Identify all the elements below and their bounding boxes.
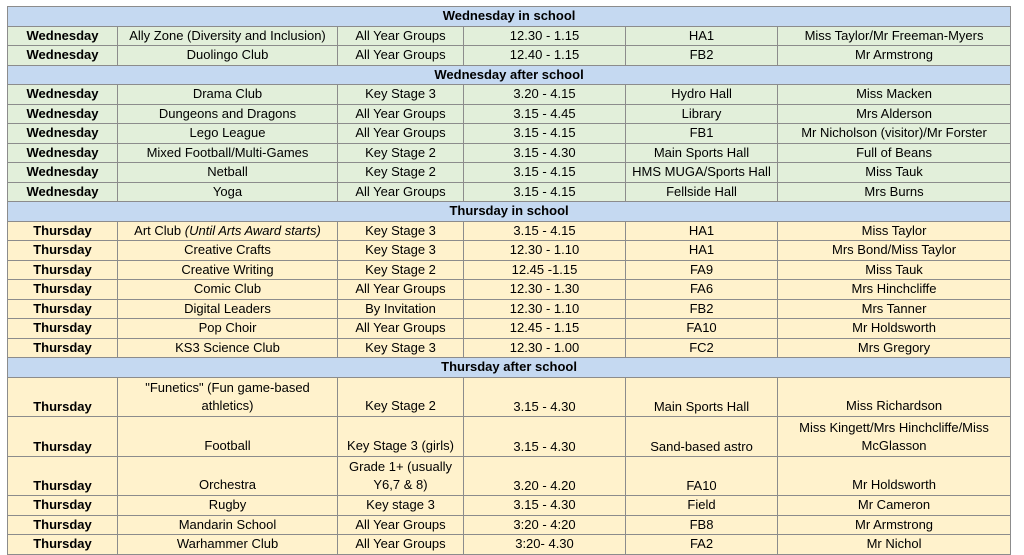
staff-cell: Full of Beans — [778, 143, 1011, 163]
room-cell: Fellside Hall — [626, 182, 778, 202]
room-cell: FC2 — [626, 338, 778, 358]
club-name-cell: Ally Zone (Diversity and Inclusion) — [118, 26, 338, 46]
room-cell: Sand-based astro — [626, 417, 778, 457]
time-cell: 3.20 - 4.20 — [464, 456, 626, 496]
staff-cell: Mrs Alderson — [778, 104, 1011, 124]
club-name-cell: Comic Club — [118, 280, 338, 300]
room-cell: Field — [626, 496, 778, 516]
year-group-cell: All Year Groups — [338, 319, 464, 339]
day-cell: Thursday — [8, 260, 118, 280]
day-cell: Wednesday — [8, 104, 118, 124]
day-cell: Wednesday — [8, 46, 118, 66]
year-group-cell: Key Stage 2 — [338, 377, 464, 417]
room-cell: HMS MUGA/Sports Hall — [626, 163, 778, 183]
staff-cell: Mrs Tanner — [778, 299, 1011, 319]
year-group-cell: All Year Groups — [338, 26, 464, 46]
day-cell: Thursday — [8, 221, 118, 241]
time-cell: 12.30 - 1.00 — [464, 338, 626, 358]
club-name-cell: Drama Club — [118, 85, 338, 105]
year-group-cell: By Invitation — [338, 299, 464, 319]
staff-cell: Miss Tauk — [778, 163, 1011, 183]
staff-cell: Miss Taylor/Mr Freeman-Myers — [778, 26, 1011, 46]
staff-cell: Mrs Burns — [778, 182, 1011, 202]
time-cell: 12.30 - 1.10 — [464, 241, 626, 261]
time-cell: 12.30 - 1.30 — [464, 280, 626, 300]
club-name-cell: Football — [118, 417, 338, 457]
section-header-row — [8, 65, 1011, 85]
table-row — [8, 338, 1011, 358]
day-cell: Thursday — [8, 515, 118, 535]
section-title: Wednesday after school — [8, 65, 1011, 85]
timetable-body — [8, 7, 1011, 555]
room-cell: FB1 — [626, 124, 778, 144]
staff-cell: Miss Macken — [778, 85, 1011, 105]
time-cell: 3.15 - 4.30 — [464, 496, 626, 516]
table-row — [8, 124, 1011, 144]
room-cell: FA9 — [626, 260, 778, 280]
year-group-cell: Key Stage 3 — [338, 241, 464, 261]
day-cell: Wednesday — [8, 163, 118, 183]
club-name-cell: Creative Writing — [118, 260, 338, 280]
staff-cell: Mr Cameron — [778, 496, 1011, 516]
table-row — [8, 377, 1011, 417]
day-cell: Thursday — [8, 496, 118, 516]
staff-cell: Miss Tauk — [778, 260, 1011, 280]
day-cell: Thursday — [8, 338, 118, 358]
day-cell: Thursday — [8, 299, 118, 319]
year-group-cell: All Year Groups — [338, 182, 464, 202]
day-cell: Wednesday — [8, 26, 118, 46]
time-cell: 12.40 - 1.15 — [464, 46, 626, 66]
day-cell: Thursday — [8, 280, 118, 300]
table-row — [8, 163, 1011, 183]
year-group-cell: All Year Groups — [338, 535, 464, 555]
table-row — [8, 104, 1011, 124]
club-name-cell: Netball — [118, 163, 338, 183]
table-row — [8, 221, 1011, 241]
staff-cell: Mrs Hinchcliffe — [778, 280, 1011, 300]
year-group-cell: All Year Groups — [338, 124, 464, 144]
staff-cell: Miss Kingett/Mrs Hinchcliffe/Miss McGlasson — [778, 417, 1011, 457]
table-row — [8, 319, 1011, 339]
time-cell: 3.15 - 4.45 — [464, 104, 626, 124]
room-cell: FB2 — [626, 299, 778, 319]
section-header-row — [8, 7, 1011, 27]
club-note: (Until Arts Award starts) — [184, 222, 321, 238]
club-name: Art Club — [134, 222, 182, 238]
day-cell: Wednesday — [8, 124, 118, 144]
staff-cell: Mr Holdsworth — [778, 456, 1011, 496]
time-cell: 3:20 - 4:20 — [464, 515, 626, 535]
table-row — [8, 26, 1011, 46]
year-group-cell: All Year Groups — [338, 46, 464, 66]
year-group-cell: Key Stage 3 — [338, 221, 464, 241]
time-cell: 3.15 - 4.30 — [464, 417, 626, 457]
table-row — [8, 535, 1011, 555]
room-cell: HA1 — [626, 221, 778, 241]
day-cell: Thursday — [8, 456, 118, 496]
room-cell: HA1 — [626, 241, 778, 261]
room-cell: HA1 — [626, 26, 778, 46]
table-row — [8, 260, 1011, 280]
year-group-cell: All Year Groups — [338, 104, 464, 124]
year-group-cell: All Year Groups — [338, 280, 464, 300]
club-name-cell: Warhammer Club — [118, 535, 338, 555]
time-cell: 3.15 - 4.15 — [464, 221, 626, 241]
staff-cell: Mrs Gregory — [778, 338, 1011, 358]
year-group-cell: Key Stage 3 — [338, 338, 464, 358]
year-group-cell: Key Stage 2 — [338, 143, 464, 163]
table-row — [8, 182, 1011, 202]
staff-cell: Miss Taylor — [778, 221, 1011, 241]
time-cell: 3.15 - 4.30 — [464, 143, 626, 163]
time-cell: 3.15 - 4.15 — [464, 182, 626, 202]
time-cell: 3.20 - 4.15 — [464, 85, 626, 105]
club-name-cell: Yoga — [118, 182, 338, 202]
club-name-cell: Lego League — [118, 124, 338, 144]
staff-cell: Mr Holdsworth — [778, 319, 1011, 339]
room-cell: Main Sports Hall — [626, 377, 778, 417]
staff-cell: Mr Armstrong — [778, 46, 1011, 66]
table-row — [8, 299, 1011, 319]
year-group-cell: Key Stage 3 — [338, 85, 464, 105]
club-name-cell: Digital Leaders — [118, 299, 338, 319]
table-row — [8, 496, 1011, 516]
staff-cell: Mr Nicholson (visitor)/Mr Forster — [778, 124, 1011, 144]
table-row — [8, 241, 1011, 261]
day-cell: Thursday — [8, 241, 118, 261]
time-cell: 12.30 - 1.10 — [464, 299, 626, 319]
room-cell: FB8 — [626, 515, 778, 535]
year-group-cell: Grade 1+ (usually Y6,7 & 8) — [338, 456, 464, 496]
club-name-cell: Mixed Football/Multi-Games — [118, 143, 338, 163]
staff-cell: Mr Nichol — [778, 535, 1011, 555]
club-name-cell: Creative Crafts — [118, 241, 338, 261]
staff-cell: Miss Richardson — [778, 377, 1011, 417]
club-name-cell: Duolingo Club — [118, 46, 338, 66]
club-name-cell: Mandarin School — [118, 515, 338, 535]
clubs-timetable — [7, 6, 1011, 555]
section-title: Wednesday in school — [8, 7, 1011, 27]
time-cell: 12.45 - 1.15 — [464, 319, 626, 339]
time-cell: 3.15 - 4.15 — [464, 124, 626, 144]
club-name-cell: Rugby — [118, 496, 338, 516]
section-header-row — [8, 358, 1011, 378]
room-cell: Main Sports Hall — [626, 143, 778, 163]
time-cell: 3.15 - 4.30 — [464, 377, 626, 417]
club-name-cell: Orchestra — [118, 456, 338, 496]
timetable-table — [7, 6, 1011, 555]
staff-cell: Mrs Bond/Miss Taylor — [778, 241, 1011, 261]
club-name-cell: KS3 Science Club — [118, 338, 338, 358]
club-name-cell: Pop Choir — [118, 319, 338, 339]
table-row — [8, 280, 1011, 300]
section-header-row — [8, 202, 1011, 222]
room-cell: Hydro Hall — [626, 85, 778, 105]
table-row — [8, 143, 1011, 163]
day-cell: Wednesday — [8, 182, 118, 202]
day-cell: Thursday — [8, 319, 118, 339]
room-cell: FA2 — [626, 535, 778, 555]
room-cell: FB2 — [626, 46, 778, 66]
table-row — [8, 456, 1011, 496]
club-name-cell: "Funetics" (Fun game-based athletics) — [118, 377, 338, 417]
room-cell: FA10 — [626, 319, 778, 339]
day-cell: Wednesday — [8, 143, 118, 163]
club-name-cell: Dungeons and Dragons — [118, 104, 338, 124]
staff-cell: Mr Armstrong — [778, 515, 1011, 535]
table-row — [8, 46, 1011, 66]
time-cell: 3:20- 4.30 — [464, 535, 626, 555]
year-group-cell: Key Stage 2 — [338, 260, 464, 280]
time-cell: 12.30 - 1.15 — [464, 26, 626, 46]
year-group-cell: All Year Groups — [338, 515, 464, 535]
club-name-cell — [118, 221, 338, 241]
day-cell: Thursday — [8, 417, 118, 457]
day-cell: Thursday — [8, 377, 118, 417]
year-group-cell: Key stage 3 — [338, 496, 464, 516]
day-cell: Thursday — [8, 535, 118, 555]
section-title: Thursday after school — [8, 358, 1011, 378]
room-cell: FA10 — [626, 456, 778, 496]
room-cell: FA6 — [626, 280, 778, 300]
table-row — [8, 417, 1011, 457]
section-title: Thursday in school — [8, 202, 1011, 222]
room-cell: Library — [626, 104, 778, 124]
year-group-cell: Key Stage 2 — [338, 163, 464, 183]
table-row — [8, 85, 1011, 105]
year-group-cell: Key Stage 3 (girls) — [338, 417, 464, 457]
time-cell: 3.15 - 4.15 — [464, 163, 626, 183]
day-cell: Wednesday — [8, 85, 118, 105]
table-row — [8, 515, 1011, 535]
time-cell: 12.45 -1.15 — [464, 260, 626, 280]
